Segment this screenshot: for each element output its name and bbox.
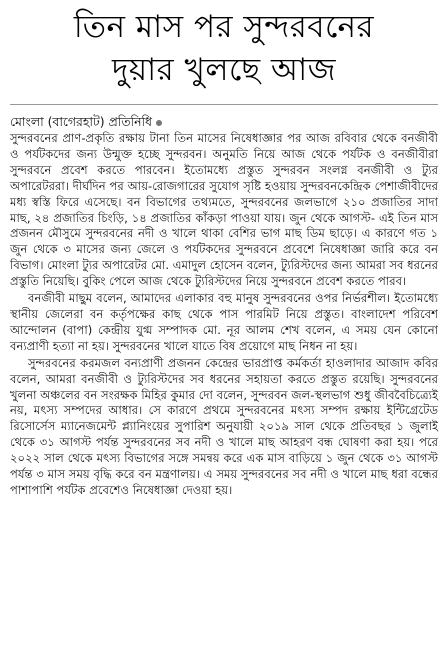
headline — [10, 6, 438, 92]
headline-line-2: দুয়ার খুলছে আজ — [112, 52, 336, 88]
paragraph-1: সুন্দরবনের প্রাণ-প্রকৃতি রক্ষায় টানা তিন মাসের নিষেধাজ্ঞার পর আজ রবিবার থেকে বনজীবী ও পর্যটকদের জন্য উন্মুক্ত হচ্ছে সুন্দরবন। অনুমতি নিয়ে আজ থেকে পর্যটক ও বনজীবীরা সুন্দরবনে প্রবেশ করতে পারবেন। ইতোমধ্যে প্রস্তুত সুন্দরবন সংলগ্ন বনজীবী ও ট্যুর অপারেটররা। দীর্ঘদিন পর আয়-রোজগারের সুযোগ সৃষ্টি হওয়ায় সুন্দরবনকেন্দ্রিক পেশাজীবীদের মধ্য স্বস্তি ফিরে এসেছে। বন বিভাগের তথ্যমতে, সুন্দরবনের জলভাগে ২১০ প্রজাতির সাদা মাছ, ২৪ প্রজাতির চিংড়ি, ১৪ প্রজাতির কাঁকড়া পাওয়া যায়। জুন থেকে আগস্ট- এই তিন মাস প্রজনন মৌসুমে সুন্দরবনের নদী ও খালে থাকা বেশির ভাগ মাছ ডিম ছাড়ে। এ কারণে গত ১ জুন থেকে ৩ মাসের জন্য জেলে ও পর্যটকদের সুন্দরবনে প্রবেশে নিষেধাজ্ঞা জারি করে বন বিভাগ। মোংলা ট্যুর অপারেটর মো. এমাদুল হোসেন বলেন, ট্যুরিস্টদের জন্য আমরা সব ধরনের প্রস্তুতি নিয়েছি। বুকিং পেলে আজ থেকে ট্যুরিস্টদের নিয়ে সুন্দরবনে প্রবেশ করতে পারব। — [10, 131, 438, 289]
bullet-dot-icon — [156, 120, 162, 126]
paragraph-3: সুন্দরবনের করমজল বন্যপ্রাণী প্রজনন কেন্দ্রের ভারপ্রাপ্ত কর্মকর্তা হাওলাদার আজাদ কবির বলেন, আমরা বনজীবী ও ট্যুরিস্টদের সব ধরনের সহায়তা করতে প্রস্তুত রয়েছি। সুন্দরবনের খুলনা অঞ্চলের বন সংরক্ষক মিহির কুমার দো বলেন, সুন্দরবন জল-স্থলভাগ শুধু জীববৈচিত্র্যেই নয়, মৎস্য সম্পদের আধার। সে কারণে প্রথমে সুন্দরবনের মৎস্য সম্পদ রক্ষায় ইন্টিগ্রেটেড রিসোর্সেস ম্যানেজমেন্ট প্ল্যানিংয়ের সুপারিশ অনুযায়ী ২০১৯ সাল থেকে প্রতিবছর ১ জুলাই থেকে ৩১ আগস্ট পর্যন্ত সুন্দরবনের সব নদী ও খালে মাছ আহরণ বন্ধ ঘোষণা করা হয়। পরে ২০২২ সাল থেকে মৎস্য বিভাগের সঙ্গে সমন্বয় করে এক মাস বাড়িয়ে ১ জুন থেকে ৩১ আগস্ট পর্যন্ত ৩ মাস সময় বৃদ্ধি করে বন মন্ত্রণালয়। এ সময় সুন্দরবনের সব নদী ও খালে মাছ ধরা বন্ধের পাশাপাশি পর্যটক প্রবেশেও নিষেধাজ্ঞা দেওয়া হয়। — [10, 355, 438, 497]
headline-line-1: তিন মাস পর সুন্দরবনের — [73, 9, 375, 45]
byline — [10, 113, 438, 130]
headline-divider — [10, 104, 438, 105]
paragraph-2: বনজীবী মাছুম বলেন, আমাদের এলাকার বহু মানুষ সুন্দরবনের ওপর নির্ভরশীল। ইতোমধ্যে স্থানীয় জেলেরা বন কর্তৃপক্ষের কাছ থেকে পাস পারমিট নিয়ে প্রস্তুত। বাংলাদেশ পরিবেশ আন্দোলন (বাপা) কেন্দ্রীয় যুগ্ম সম্পাদক মো. নূর আলম শেখ বলেন, এ সময় যেন কোনো বন্যপ্রাণী হত্যা না হয়। সুন্দরবনের খালে যাতে বিষ প্রয়োগে মাছ নিধন না হয়। — [10, 291, 438, 353]
byline-text: মোংলা (বাগেরহাট) প্রতিনিধি — [10, 114, 152, 129]
